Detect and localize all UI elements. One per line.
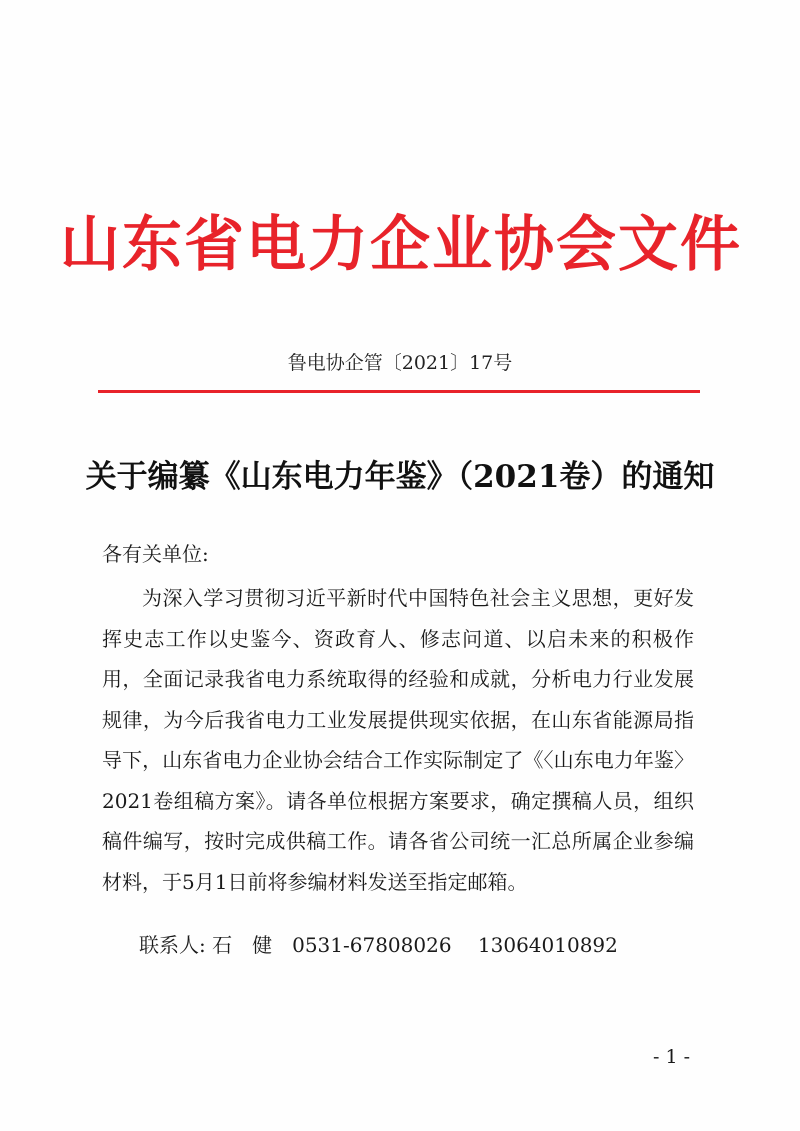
document-header-title: 山东省电力企业协会文件 — [60, 210, 742, 280]
red-divider-line — [98, 390, 700, 393]
salutation: 各有关单位: — [102, 542, 209, 566]
page-number: - 1 - — [652, 1046, 690, 1068]
document-number: 鲁电协企管〔2021〕17号 — [287, 352, 513, 374]
body-paragraph: 为深入学习贯彻习近平新时代中国特色社会主义思想，更好发挥史志工作以史鉴今、资政育人、修志问道、以启未来的积极作用，全面记录我省电力系统取得的经验和成就，分析电力行业发展规律，为今后我省电力工业发展提供现实依据，在山东省能源局指导下，山东省电力企业协会结合工作实际制定了《〈山东电力年鉴〉2021卷组稿方案》。请各单位根据方案要求，确定撰稿人员，组织稿件编写，按时完成供稿工作。请各省公司统一汇总所属企业参编材料，于5月1日前将参编材料发送至指定邮箱。 — [102, 586, 694, 894]
contact-line: 联系人: 石 健 0531-67808026 13064010892 — [139, 933, 618, 957]
notice-title: 关于编纂《山东电力年鉴》（2021卷）的通知 — [85, 459, 715, 495]
